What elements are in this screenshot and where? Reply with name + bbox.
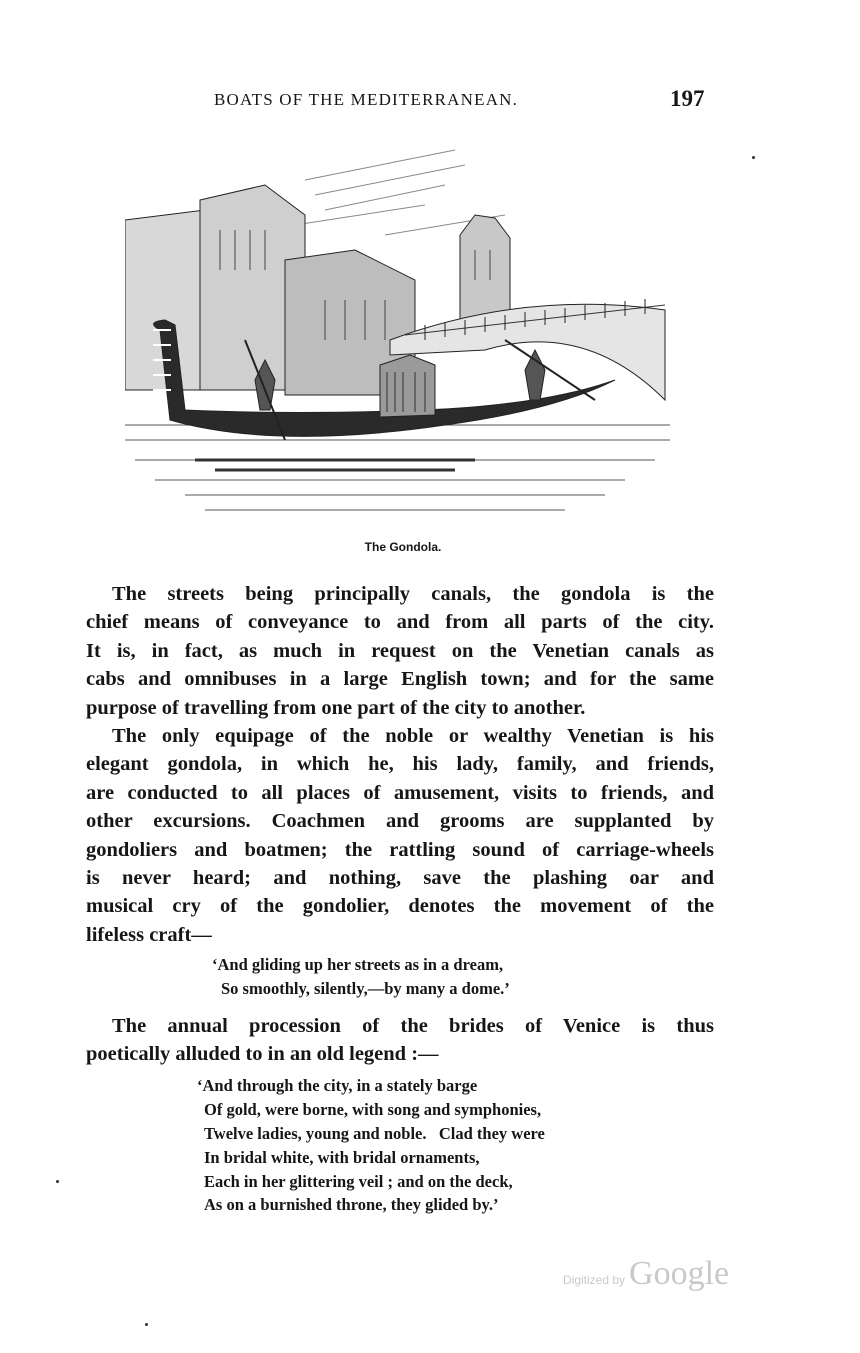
text-line: chief means of conveyance to and from all parts of the city. [86, 611, 714, 634]
verse-line: As on a burnished throne, they glided by.’ [204, 1195, 499, 1215]
buildings [125, 185, 510, 395]
body-paragraph-1 [86, 580, 714, 949]
verse-line: ‘And gliding up her streets as in a dream, [212, 955, 504, 974]
verse-line: Twelve ladies, young and noble. Clad they were [204, 1123, 545, 1143]
body-paragraph-2 [86, 1012, 714, 1069]
text-line: It is, in fact, as much in request on the Venetian canals as [86, 639, 714, 662]
water [125, 425, 670, 510]
verse-quote-2 [197, 1074, 545, 1217]
scan-speck [752, 156, 755, 159]
text-line: The annual procession of the brides of Venice is thus [112, 1015, 714, 1037]
text-line: elegant gondola, in which he, his lady, family, and friends, [86, 753, 714, 776]
text-line: other excursions. Coachmen and grooms are supplanted by [86, 810, 714, 833]
verse-line: In bridal white, with bridal ornaments, [204, 1147, 480, 1167]
verse-line: Of gold, were borne, with song and symphonies, [204, 1099, 542, 1119]
text-line: poetically alluded to in an old legend :— [86, 1043, 439, 1066]
text-line: gondoliers and boatmen; the rattling sound of carriage-wheels [86, 838, 714, 861]
text-line: musical cry of the gondolier, denotes the movement of the [86, 895, 714, 918]
text-line: is never heard; and nothing, save the plashing oar and [86, 866, 714, 889]
watermark-prefix: Digitized by [563, 1273, 626, 1287]
figure-caption: The Gondola. [364, 540, 442, 554]
google-watermark [563, 1255, 729, 1293]
verse-line: ‘And through the city, in a stately barge [197, 1076, 478, 1095]
verse-line: Each in her glittering veil ; and on the deck, [204, 1171, 513, 1191]
text-line: lifeless craft— [86, 923, 212, 946]
text-line: The only equipage of the noble or wealthy Venetian is his [112, 724, 714, 747]
text-line: The streets being principally canals, the gondola is the [112, 583, 714, 605]
text-line: cabs and omnibuses in a large English town; and for the same [86, 668, 714, 691]
scan-speck [145, 1323, 148, 1326]
verse-quote-1 [212, 953, 510, 1000]
gondola-engraving [125, 140, 670, 532]
page-number: 197 [670, 86, 705, 111]
watermark-brand: Google [629, 1255, 730, 1292]
text-line: purpose of travelling from one part of the city to another. [86, 696, 586, 719]
verse-line: So smoothly, silently,—by many a dome.’ [221, 978, 510, 998]
text-line: are conducted to all places of amusement, visits to friends, and [86, 781, 714, 804]
scan-speck [56, 1180, 59, 1183]
running-head: BOATS OF THE MEDITERRANEAN. [214, 90, 519, 109]
